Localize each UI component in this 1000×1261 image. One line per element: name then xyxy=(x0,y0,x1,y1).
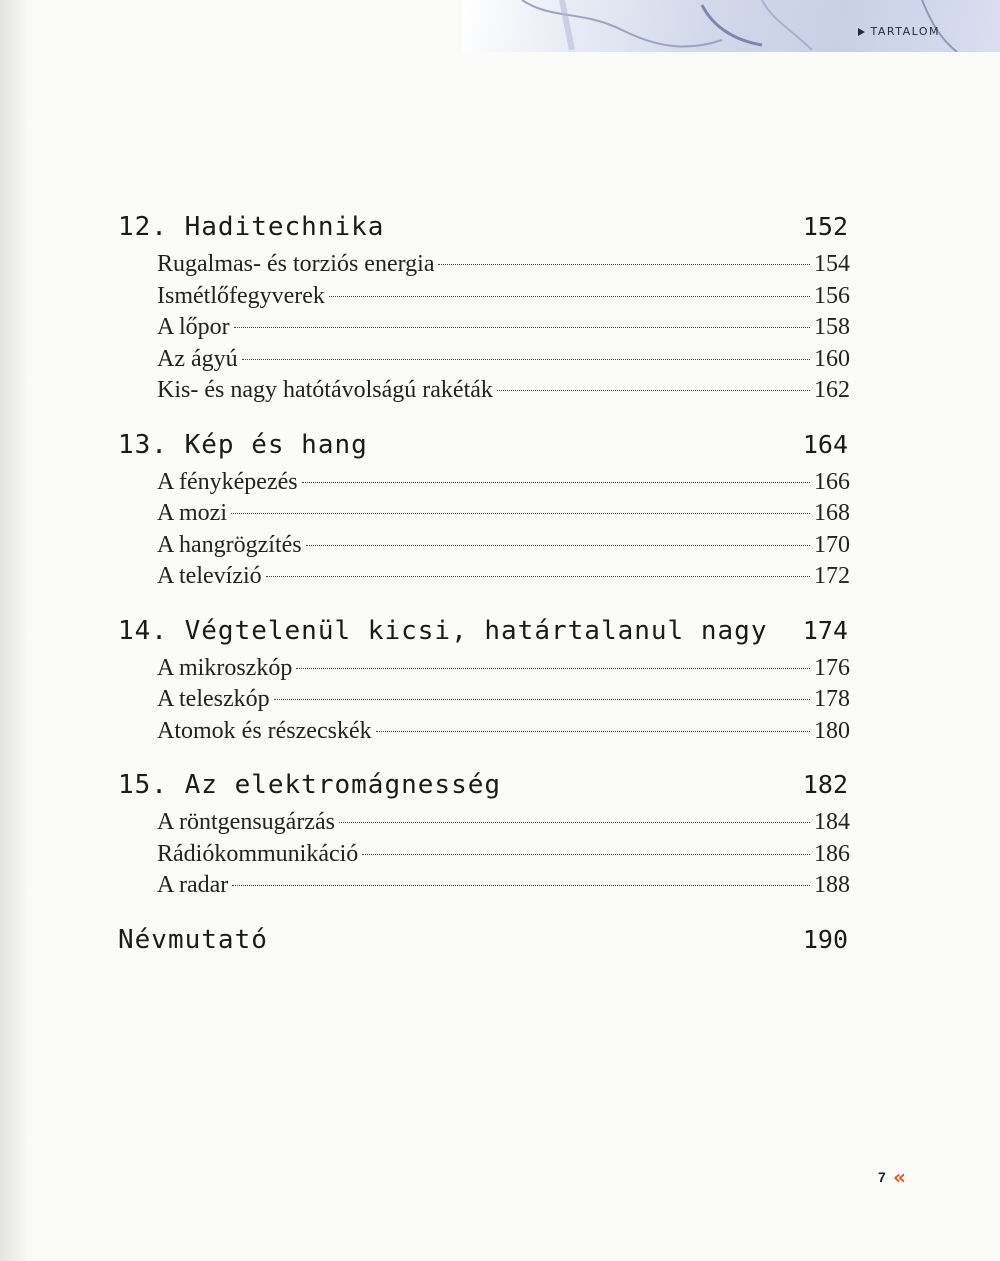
entry-page-number: 156 xyxy=(814,282,850,309)
entry-page-number: 168 xyxy=(814,500,850,526)
toc-entry[interactable] xyxy=(157,281,850,313)
entry-page-number: 166 xyxy=(814,468,850,495)
toc-entry[interactable] xyxy=(157,839,850,871)
chapter xyxy=(118,205,850,407)
chapter-page-number: 152 xyxy=(802,212,848,241)
chapter xyxy=(118,918,850,962)
dot-leader xyxy=(497,390,810,391)
table-of-contents xyxy=(118,205,850,978)
toc-entry[interactable] xyxy=(157,498,850,530)
dot-leader xyxy=(232,885,810,886)
entry-page-number: 158 xyxy=(814,314,850,340)
toc-entry[interactable] xyxy=(157,870,850,902)
entry-label: A mikroszkóp xyxy=(157,654,293,681)
entry-label: A televízió xyxy=(157,563,262,589)
dot-leader xyxy=(339,822,810,823)
dot-leader xyxy=(296,668,810,669)
entry-label: A mozi xyxy=(157,500,227,526)
entry-page-number: 180 xyxy=(814,717,850,744)
section-title: TARTALOM xyxy=(870,25,940,38)
entry-list xyxy=(118,807,850,902)
dot-leader xyxy=(376,731,810,732)
entry-page-number: 184 xyxy=(814,809,850,835)
dot-leader xyxy=(231,513,810,514)
chapter-heading[interactable] xyxy=(118,609,850,653)
entry-list xyxy=(118,653,850,748)
entry-list xyxy=(118,249,850,407)
chapter-title: 13. Kép és hang xyxy=(118,429,368,460)
entry-page-number: 178 xyxy=(814,686,850,712)
chapter-title: Névmutató xyxy=(118,924,268,955)
chapter-page-number: 174 xyxy=(802,615,848,645)
toc-entry[interactable] xyxy=(157,530,850,562)
triangle-right-icon xyxy=(858,28,865,36)
toc-entry[interactable] xyxy=(157,375,850,407)
header-illustration xyxy=(462,0,1000,52)
entry-label: Rádiókommunikáció xyxy=(157,840,359,867)
entry-page-number: 176 xyxy=(814,654,850,681)
toc-entry[interactable] xyxy=(157,807,850,839)
entry-label: Rugalmas- és torziós energia xyxy=(157,251,435,277)
section-label xyxy=(858,25,940,38)
entry-page-number: 188 xyxy=(814,872,850,898)
entry-list xyxy=(118,467,850,593)
dot-leader xyxy=(302,482,810,483)
entry-page-number: 170 xyxy=(814,531,850,558)
entry-page-number: 154 xyxy=(814,251,850,277)
toc-entry[interactable] xyxy=(157,344,850,376)
chapter xyxy=(118,423,850,593)
entry-label: Az ágyú xyxy=(157,345,238,372)
dot-leader xyxy=(242,359,810,360)
entry-label: Ismétlőfegyverek xyxy=(157,282,325,309)
chapter-page-number: 182 xyxy=(802,770,848,799)
double-chevron-left-icon: « xyxy=(893,1165,906,1189)
toc-entry[interactable] xyxy=(157,561,850,593)
entry-page-number: 186 xyxy=(814,840,850,867)
chapter-title: 15. Az elektromágnesség xyxy=(118,770,502,800)
toc-entry[interactable] xyxy=(157,716,850,748)
entry-label: A lőpor xyxy=(157,314,230,340)
chapter-page-number: 164 xyxy=(802,429,848,459)
entry-label: A hangrögzítés xyxy=(157,531,302,558)
entry-label: Atomok és részecskék xyxy=(157,717,372,744)
toc-entry[interactable] xyxy=(157,653,850,685)
toc-entry[interactable] xyxy=(157,467,850,499)
page-number: 7 xyxy=(878,1169,886,1185)
dot-leader xyxy=(438,264,810,265)
dot-leader xyxy=(362,854,810,855)
chapter xyxy=(118,609,850,748)
chapter-heading[interactable] xyxy=(118,763,850,807)
dot-leader xyxy=(266,576,810,577)
chapter-title: 12. Haditechnika xyxy=(118,212,385,242)
chapter-heading[interactable] xyxy=(118,205,850,249)
chapter-heading[interactable] xyxy=(118,423,850,467)
entry-label: Kis- és nagy hatótávolságú rakéták xyxy=(157,377,493,403)
entry-page-number: 162 xyxy=(814,377,850,403)
dot-leader xyxy=(306,545,810,546)
chapter xyxy=(118,763,850,902)
entry-label: A röntgensugárzás xyxy=(157,809,335,835)
entry-page-number: 160 xyxy=(814,345,850,372)
entry-label: A teleszkóp xyxy=(157,686,270,712)
toc-entry[interactable] xyxy=(157,249,850,281)
chapter-page-number: 190 xyxy=(802,924,848,954)
toc-entry[interactable] xyxy=(157,312,850,344)
page-gutter-shadow xyxy=(0,0,30,1261)
chapter-heading[interactable] xyxy=(118,918,850,962)
dot-leader xyxy=(234,327,810,328)
toc-entry[interactable] xyxy=(157,684,850,716)
entry-label: A radar xyxy=(157,872,229,898)
entry-page-number: 172 xyxy=(814,563,850,589)
chapter-title: 14. Végtelenül kicsi, határtalanul nagy xyxy=(118,615,768,646)
dot-leader xyxy=(274,699,810,700)
dot-leader xyxy=(329,296,810,297)
entry-label: A fényképezés xyxy=(157,468,298,495)
